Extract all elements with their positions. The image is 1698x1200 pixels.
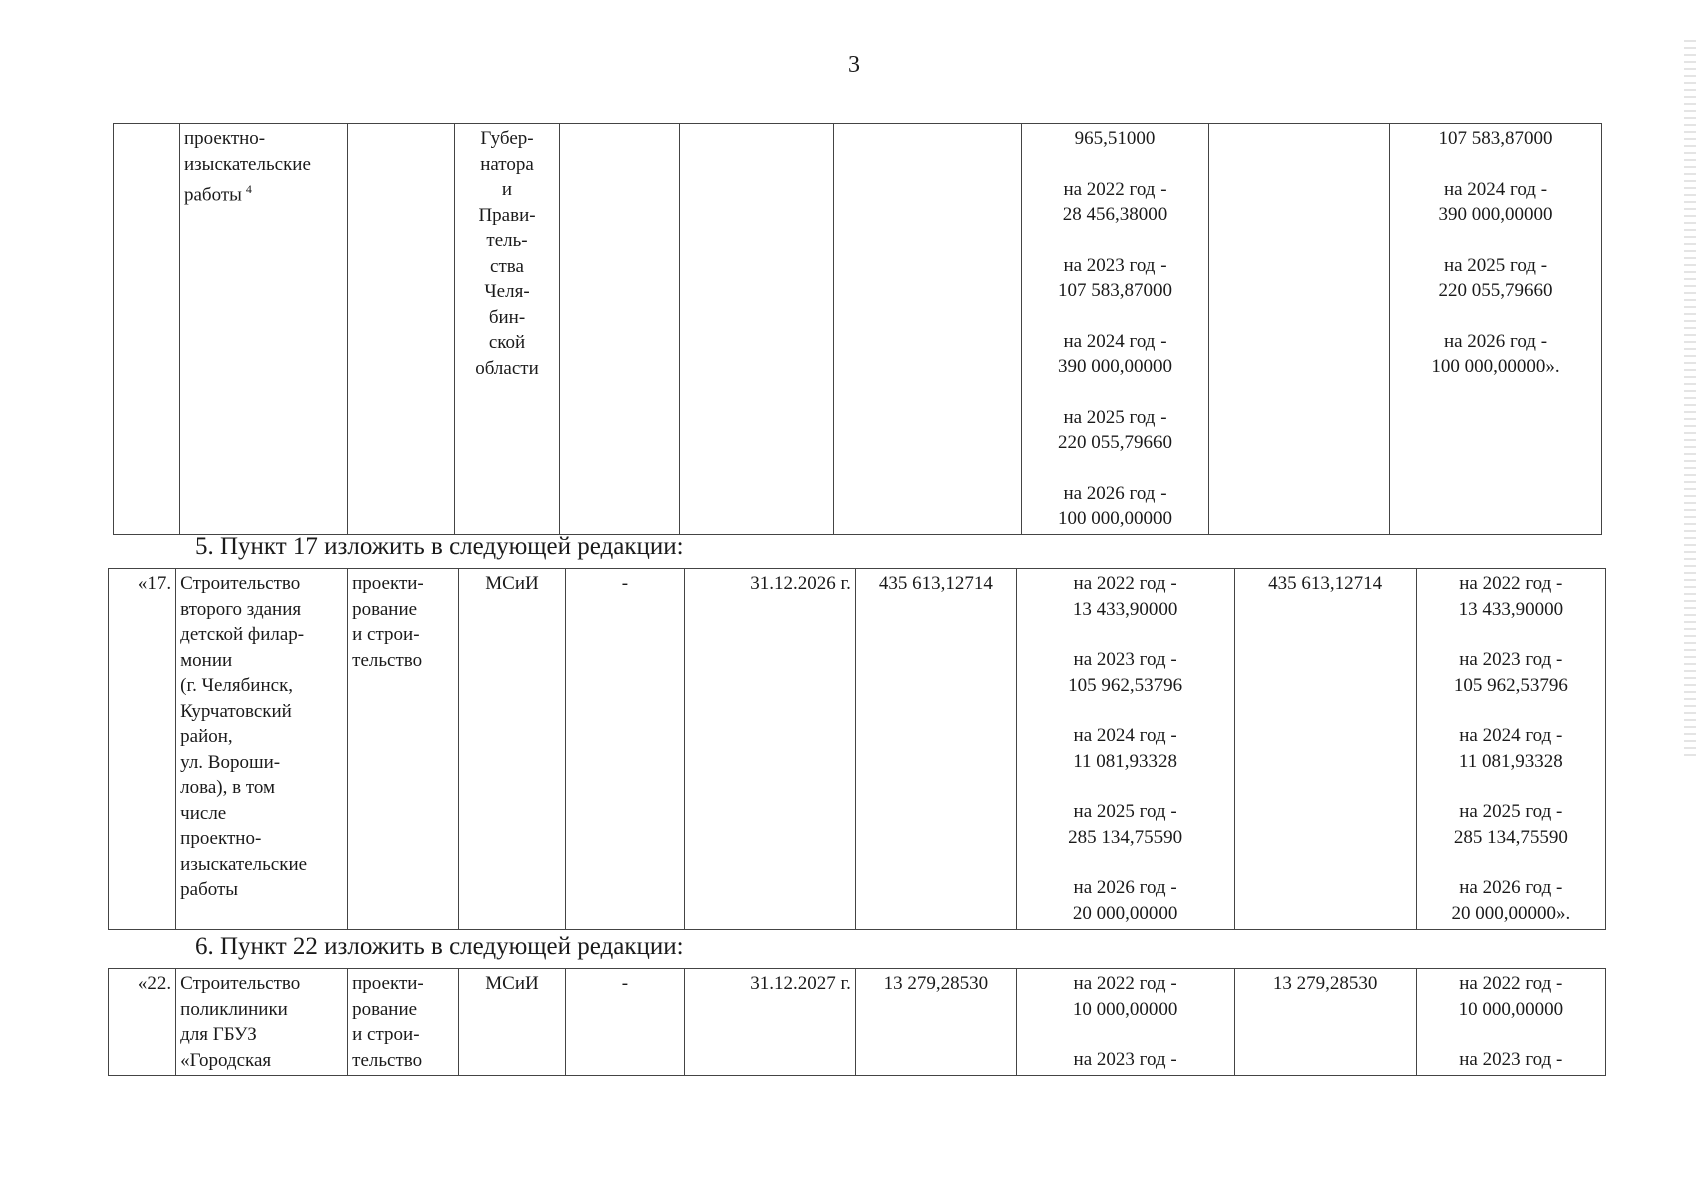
cell-line: Строительство (180, 973, 301, 994)
funding2-text (1394, 126, 1597, 380)
cell-line: Курчатовский (180, 700, 292, 722)
cell-line: на 2024 год - (1443, 178, 1548, 200)
table-item-22 (108, 968, 1606, 1076)
cell-dash (560, 124, 680, 535)
cell-funding2 (1390, 124, 1602, 535)
cell-line: на 2025 год - (1443, 254, 1548, 276)
cell-line: проектно- (184, 128, 266, 149)
cell-line: 20 000,00000». (1451, 902, 1571, 924)
cell-line: на 2022 год - (1459, 973, 1563, 994)
cell-line: на 2024 год - (1459, 725, 1563, 746)
scan-edge-marks (1684, 40, 1696, 760)
line-gap (1394, 304, 1597, 329)
cell-cost2 (1209, 124, 1390, 535)
line-gap (1421, 1022, 1601, 1047)
cell-line: 107 583,87000 (1438, 128, 1553, 149)
cell-line: детской филар- (180, 624, 305, 645)
funding-text (1021, 571, 1230, 926)
cell-line: район, (180, 726, 233, 747)
cell-line: изыскательские (180, 853, 308, 875)
cell-line: 10 000,00000 (1072, 998, 1178, 1020)
cell-cost: 435 613,12714 (855, 569, 1016, 930)
cell-line: на 2023 год - (1073, 1049, 1177, 1070)
line-gap (1021, 698, 1230, 723)
cell-line: на 2023 год - (1459, 1049, 1563, 1070)
cell-work-type (348, 569, 459, 930)
cell-line: ской (488, 332, 526, 353)
line-gap (1421, 622, 1601, 647)
cell-line: рование (352, 998, 418, 1020)
cell-date (680, 124, 834, 535)
cell-line: 13 433,90000 (1072, 598, 1178, 620)
cell-work-name (176, 569, 348, 930)
line-gap (1394, 152, 1597, 177)
cell-line: 965,51000 (1074, 128, 1156, 149)
cell-line: на 2022 год - (1073, 973, 1177, 994)
work-name-text (180, 971, 343, 1073)
cell-date: 31.12.2026 г. (684, 569, 855, 930)
cell-line: рование (352, 598, 418, 620)
cell-line: на 2025 год - (1073, 801, 1177, 822)
work-name-text (180, 571, 343, 903)
cell-line: тельство (352, 649, 423, 671)
cell-line: 285 134,75590 (1068, 826, 1183, 848)
cell-funding2 (1416, 969, 1605, 1076)
cell-num: «22. (109, 969, 176, 1076)
line-gap (1026, 456, 1204, 481)
cell-work-type (348, 124, 455, 535)
line-gap (1394, 228, 1597, 253)
cell-line: 28 456,38000 (1062, 204, 1168, 225)
cell-line: проекти- (352, 973, 424, 994)
cell-line: «Городская (180, 1049, 272, 1071)
cell-work-name (176, 969, 348, 1076)
footnote-ref: 4 (245, 182, 252, 196)
cell-line: Губер- (480, 128, 534, 149)
line-gap (1026, 304, 1204, 329)
line-gap (1021, 622, 1230, 647)
cell-line: на 2026 год - (1063, 482, 1167, 504)
line-gap (1026, 152, 1204, 177)
cell-line: 10 000,00000 (1458, 998, 1564, 1020)
cell-customer (455, 124, 560, 535)
cell-customer: МСиИ (459, 969, 566, 1076)
funding-text (1021, 971, 1230, 1073)
cell-num: «17. (109, 569, 176, 930)
line-gap (1421, 850, 1601, 875)
cell-line: 107 583,87000 (1058, 280, 1172, 301)
work-type-text (352, 971, 454, 1073)
cell-line: на 2025 год - (1459, 801, 1563, 822)
cell-funding2 (1416, 569, 1605, 930)
funding2-text (1421, 571, 1601, 926)
cell-line: натора (480, 153, 534, 175)
cell-work-type (348, 969, 459, 1076)
cell-cost2: 13 279,28530 (1234, 969, 1416, 1076)
customer-text (459, 126, 555, 381)
cell-line: 390 000,00000 (1438, 204, 1553, 225)
cell-funding (1022, 124, 1209, 535)
cell-line: 105 962,53796 (1068, 674, 1183, 696)
cell-line: области (475, 357, 539, 379)
line-gap (1421, 698, 1601, 723)
line-gap (1021, 1022, 1230, 1047)
line-gap (1026, 380, 1204, 405)
cell-line: для ГБУЗ (180, 1024, 257, 1045)
cell-line: на 2023 год - (1063, 254, 1167, 276)
cell-line: (г. Челябинск, (180, 675, 294, 696)
cell-line: на 2022 год - (1073, 573, 1177, 594)
work-name-text (184, 126, 343, 208)
cell-line: на 2023 год - (1073, 649, 1177, 670)
cell-line: на 2022 год - (1063, 178, 1167, 200)
cell-line: 220 055,79660 (1058, 432, 1172, 453)
table-item-17 (108, 568, 1606, 930)
cell-cost2: 435 613,12714 (1234, 569, 1416, 930)
cell-line: числе (180, 802, 227, 824)
cell-line: ул. Вороши- (180, 751, 281, 773)
table-continuation (113, 123, 1602, 535)
cell-line: 11 081,93328 (1073, 750, 1177, 772)
cell-funding (1016, 569, 1234, 930)
cell-line: тель- (486, 230, 528, 251)
funding-text (1026, 126, 1204, 532)
cell-line: изыскательские (184, 153, 311, 175)
cell-line: на 2025 год - (1063, 406, 1167, 428)
cell-line: 105 962,53796 (1453, 674, 1568, 696)
cell-dash: - (565, 569, 684, 930)
cell-line: 390 000,00000 (1058, 356, 1172, 377)
cell-line: на 2024 год - (1073, 725, 1177, 746)
cell-line: Строительство (180, 573, 301, 594)
cell-line: 100 000,00000». (1431, 356, 1560, 377)
cell-line: проектно- (180, 828, 262, 849)
cell-funding (1016, 969, 1234, 1076)
cell-line: Прави- (478, 204, 536, 226)
cell-line: на 2024 год - (1063, 330, 1167, 352)
line-gap (1421, 774, 1601, 799)
cell-line: проекти- (352, 573, 424, 594)
cell-line: на 2023 год - (1459, 649, 1563, 670)
cell-line: Челя- (484, 281, 530, 302)
cell-line: 13 433,90000 (1458, 598, 1564, 620)
work-type-text (352, 571, 454, 673)
funding2-text (1421, 971, 1601, 1073)
section5-heading: 5. Пункт 17 изложить в следующей редакции: (195, 533, 684, 560)
cell-line: 11 081,93328 (1458, 750, 1563, 772)
cell-line: поликлиники (180, 998, 288, 1020)
cell-customer: МСиИ (459, 569, 566, 930)
cell-line: 285 134,75590 (1453, 826, 1568, 848)
section6-heading: 6. Пункт 22 изложить в следующей редакции: (195, 933, 684, 960)
cell-date: 31.12.2027 г. (684, 969, 855, 1076)
cell-line: работы (180, 879, 239, 900)
cell-line: работы $^4$ (184, 182, 252, 206)
cell-line: и строи- (352, 1024, 420, 1045)
cell-line: 100 000,00000 (1058, 508, 1172, 529)
cell-line: тельство (352, 1049, 423, 1071)
cell-line: на 2022 год - (1459, 573, 1563, 594)
cell-line: и строи- (352, 624, 420, 645)
line-gap (1026, 228, 1204, 253)
page-number: 3 (848, 52, 860, 78)
cell-line: ства (490, 255, 524, 277)
cell-work-name (180, 124, 348, 535)
cell-line: на 2026 год - (1459, 877, 1563, 898)
cell-dash: - (565, 969, 684, 1076)
cell-line: монии (180, 649, 233, 671)
cell-line: второго здания (180, 598, 302, 620)
cell-cost (834, 124, 1022, 535)
cell-line: лова), в том (180, 777, 276, 798)
cell-line: на 2026 год - (1073, 877, 1177, 898)
line-gap (1021, 774, 1230, 799)
line-gap (1021, 850, 1230, 875)
cell-cost: 13 279,28530 (855, 969, 1016, 1076)
cell-line: 20 000,00000 (1072, 902, 1178, 924)
cell-line: и (501, 179, 513, 200)
cell-num (114, 124, 180, 535)
cell-line: на 2026 год - (1443, 330, 1548, 352)
cell-line: бин- (488, 306, 526, 328)
cell-line: 220 055,79660 (1438, 280, 1553, 301)
